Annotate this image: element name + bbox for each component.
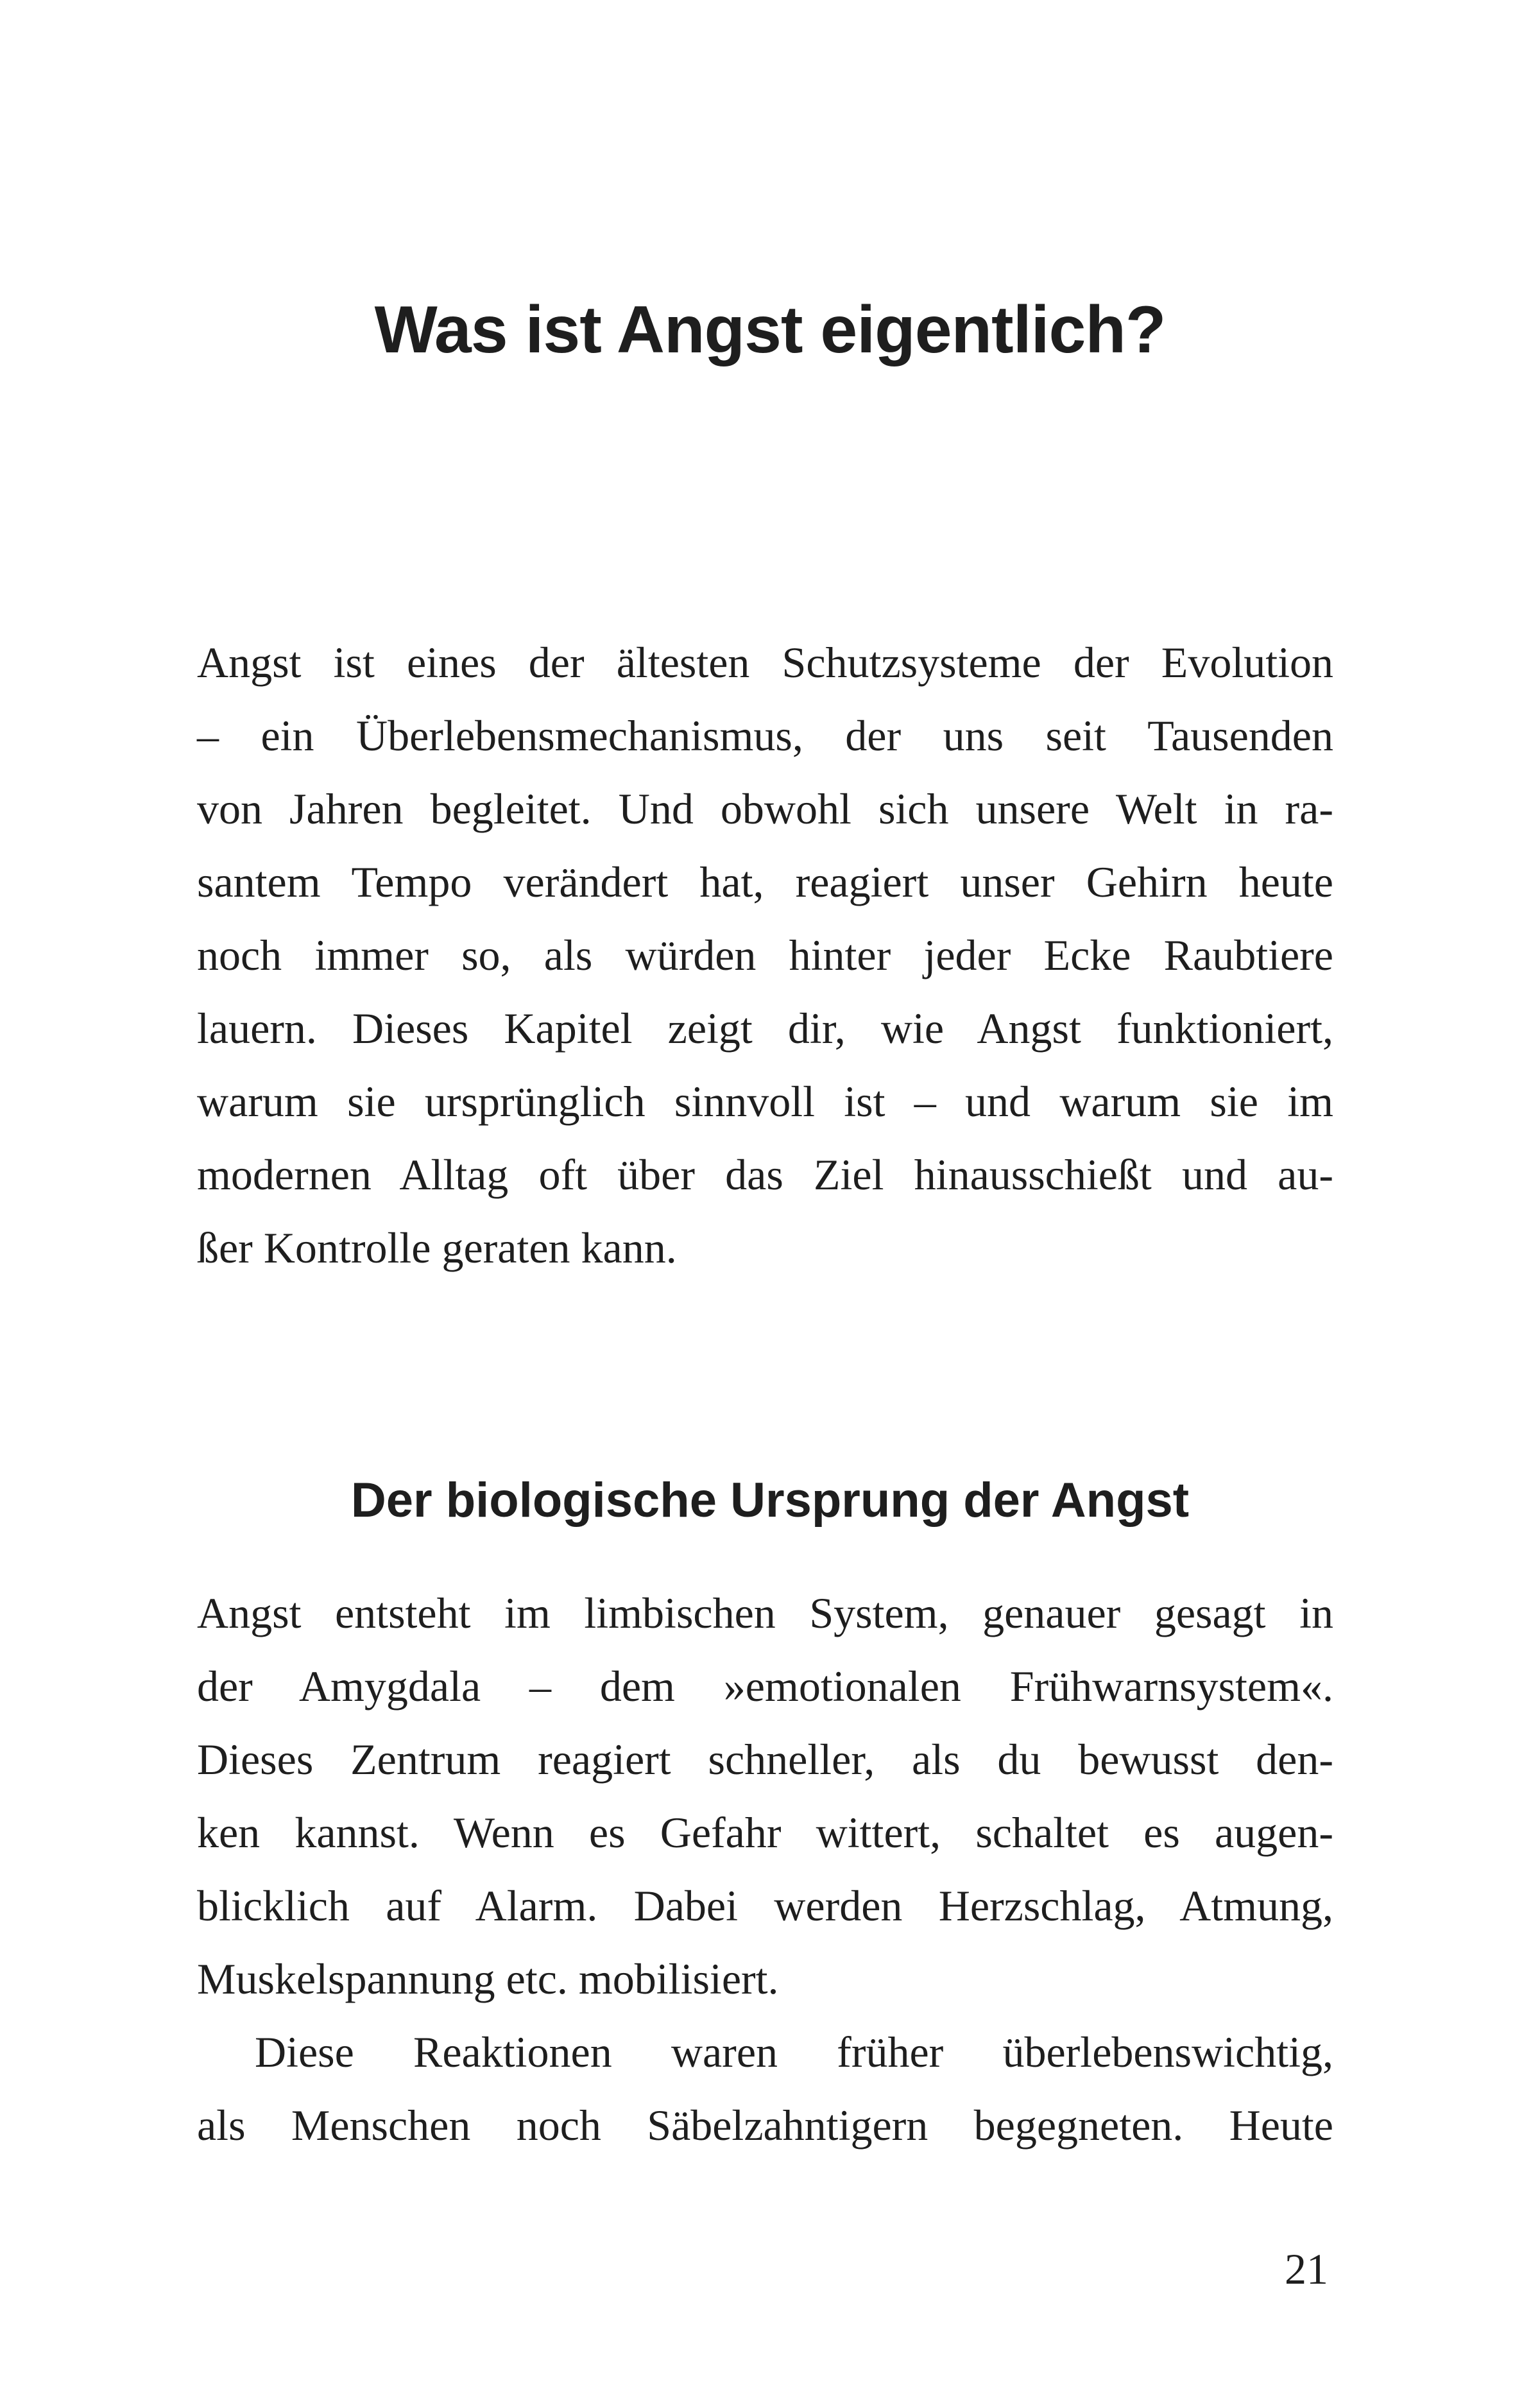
text-line: – ein Überlebensmechanismus, der uns seit Tausenden (197, 711, 1333, 760)
section-heading: Der biologische Ursprung der Angst (350, 1473, 1190, 1528)
text-line: santem Tempo verändert hat, reagiert unser Gehirn heute (197, 858, 1333, 906)
text-line: Angst entsteht im limbischen System, genauer gesagt in (197, 1589, 1333, 1637)
text-line: modernen Alltag oft über das Ziel hinausschießt und au- (197, 1150, 1333, 1199)
text-line: ken kannst. Wenn es Gefahr wittert, schaltet es augen- (197, 1808, 1333, 1857)
text-line: blicklich auf Alarm. Dabei werden Herzschlag, Atmung, (197, 1881, 1333, 1930)
text-line: Angst ist eines der ältesten Schutzsysteme der Evolution (197, 638, 1333, 687)
text-line: Diese Reaktionen waren früher überlebenswichtig, (255, 2028, 1333, 2076)
text-line: ßer Kontrolle geraten kann. (197, 1223, 677, 1272)
body-paragraphs (197, 1576, 1333, 2162)
text-line: der Amygdala – dem »emotionalen Frühwarnsystem«. (197, 1662, 1333, 1711)
text-line: Dieses Zentrum reagiert schneller, als du bewusst den- (197, 1735, 1333, 1784)
text-line: von Jahren begleitet. Und obwohl sich unsere Welt in ra- (197, 784, 1333, 833)
text-line: als Menschen noch Säbelzahntigern begegneten. Heute (197, 2101, 1333, 2150)
page-number: 21 (1285, 2245, 1328, 2293)
intro-paragraph (197, 626, 1333, 1284)
text-line: warum sie ursprünglich sinnvoll ist – und warum sie im (197, 1077, 1333, 1126)
text-line: Muskelspannung etc. mobilisiert. (197, 1954, 779, 2003)
text-line: noch immer so, als würden hinter jeder Ecke Raubtiere (197, 931, 1333, 979)
text-line: lauern. Dieses Kapitel zeigt dir, wie Angst funktioniert, (197, 1004, 1333, 1053)
chapter-title: Was ist Angst eigentlich? (374, 292, 1166, 367)
